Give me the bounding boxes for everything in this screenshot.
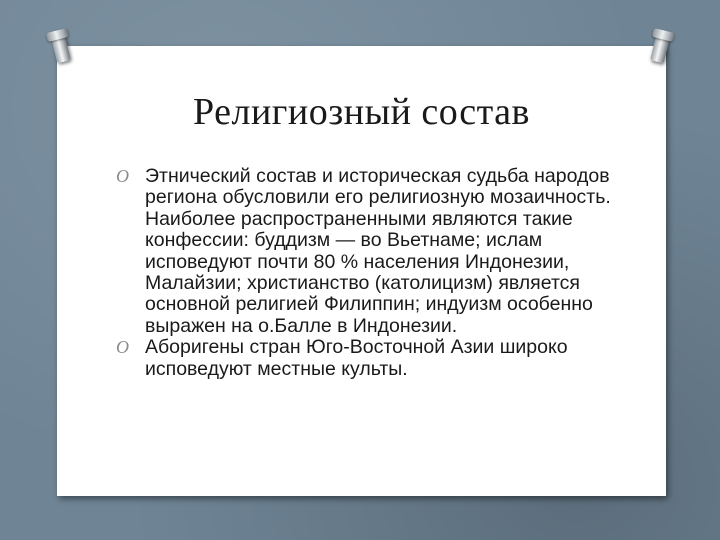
bullet-list xyxy=(115,166,615,380)
bullet-text: Этнический состав и историческая судьба народов региона обусловили его религиозную мозаичность. Наиболее распространенными являются такие конфессии: буддизм — во Вьетнаме; ислам исповедуют почти 80 % населения Индонезии, Малайзии; христианство (католицизм) является основной религией Филиппин; индуизм особенно выражен на о.Балле в Индонезии. xyxy=(145,165,611,337)
slide-title: Религиозный состав xyxy=(193,91,530,133)
pushpin-icon xyxy=(650,35,670,64)
bullet-text: Аборигены стран Юго-Восточной Азии широко исповедуют местные культы. xyxy=(145,336,568,380)
pushpin-icon xyxy=(51,35,71,64)
bullet-marker-icon: O xyxy=(116,166,129,186)
bullet-item xyxy=(115,337,615,380)
bullet-marker-icon: O xyxy=(116,337,129,358)
bullet-item xyxy=(115,166,615,337)
